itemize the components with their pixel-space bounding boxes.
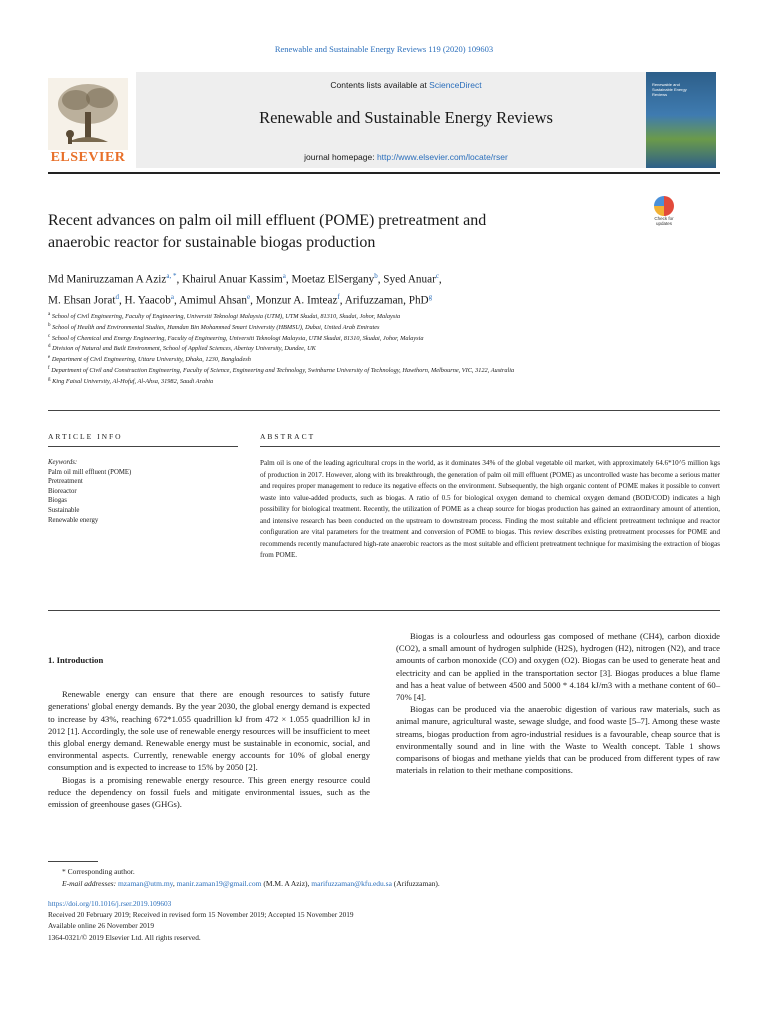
crossmark-label-2: updates <box>655 221 672 226</box>
homepage-line <box>136 152 676 162</box>
email-owner: (Arifuzzaman). <box>393 879 440 888</box>
homepage-link[interactable]: http://www.elsevier.com/locate/rser <box>376 152 508 162</box>
author-list <box>48 268 728 309</box>
author-sep: , <box>250 294 256 307</box>
received-dates: Received 20 February 2019; Received in revised form 15 November 2019; Accepted 15 November 2019 <box>48 910 354 920</box>
email-owner: (M.M. A Aziz), <box>263 879 310 888</box>
affil-mark: b <box>48 322 51 328</box>
crossmark-label-1: Check for <box>654 216 674 221</box>
keywords-label: Keywords: <box>48 459 78 466</box>
author-name[interactable]: Moetaz ElSergany <box>291 273 375 286</box>
affiliation <box>48 333 728 344</box>
journal-banner <box>136 72 676 168</box>
author-sep: , <box>377 273 384 286</box>
affiliation-list <box>48 311 728 387</box>
author-name[interactable]: Syed Anuar <box>383 273 436 286</box>
intro-paragraph-1: Renewable energy can ensure that there are enough resources to satisfy future generations' global energy demands. By the year 2030, the global energy demand is expected to increase by 43%, reaching 672*1.055 quadrillion kJ from 472 × 1.055 quadrillion kJ in 2012 [1]. Accordingly, the sole use of renewable energy resources will be insufficient to meet this global energy demand. Renewable energy must be sustainable in economic, social, and environmental aspects. Currently, renewable energy accounts for 10% of global energy consumption and is expected to increase to 15% by 2050 [2]. <box>48 689 370 773</box>
affil-text: School of Health and Environmental Studies, Hamdan Bin Mohammed Smart University (HBMSU), Dubai, United Arab Emirates <box>52 323 380 331</box>
author-affil-mark[interactable]: a, * <box>166 272 177 280</box>
author-name[interactable]: Monzur A. Imteaz <box>255 294 338 307</box>
author-affil-mark[interactable]: c <box>435 272 439 280</box>
sciencedirect-link[interactable]: ScienceDirect <box>429 80 482 90</box>
paper-title-line-2: anaerobic reactor for sustainable biogas production <box>48 234 376 251</box>
author-line-1 <box>48 268 728 289</box>
affiliation <box>48 376 728 387</box>
author-sep: , <box>285 273 292 286</box>
paper-title-line-1: Recent advances on palm oil mill effluent (POME) pretreatment and <box>48 212 487 229</box>
author-affil-mark[interactable]: g <box>428 292 433 301</box>
corresponding-author-note: * Corresponding author. <box>62 867 135 876</box>
author-name[interactable]: Khairul Anuar Kassim <box>182 273 283 286</box>
author-name[interactable]: Md Maniruzzaman A Aziz <box>48 273 167 286</box>
affil-mark: f <box>48 365 50 371</box>
left-column <box>48 630 370 810</box>
affil-text: Department of Civil and Construction Engineering, Faculty of Science, Engineering and Technology, Swinburne University of Technology, Hawthorn, Melbourne, VIC, 3122, Australia <box>51 367 515 375</box>
keyword: Bioreactor <box>48 487 77 495</box>
author-name[interactable]: H. Yaacob <box>124 294 171 307</box>
journal-reference[interactable]: Renewable and Sustainable Energy Reviews 119 (2020) 109603 <box>274 44 494 54</box>
keyword: Biogas <box>48 497 67 505</box>
check-for-updates-button[interactable] <box>646 196 682 232</box>
affil-mark: c <box>48 333 51 339</box>
keyword: Renewable energy <box>48 516 99 524</box>
contents-prefix: Contents lists available at <box>330 80 430 90</box>
journal-title: Renewable and Sustainable Energy Reviews <box>259 108 553 127</box>
abstract-rule <box>260 446 720 447</box>
contents-line <box>136 80 676 90</box>
author-affil-mark[interactable]: d <box>115 292 119 301</box>
author-affil-mark[interactable]: e <box>247 292 251 301</box>
affil-text: School of Chemical and Energy Engineering, Faculty of Engineering, Universiti Teknologi Malaysia, UTM Skudai, 81310, Skudai, Johor, Malaysia <box>51 334 424 342</box>
affiliation <box>48 343 728 354</box>
affil-mark: a <box>48 312 51 317</box>
author-affil-mark[interactable]: b <box>374 272 378 280</box>
author-name[interactable]: Arifuzzaman, PhD <box>344 294 429 307</box>
affiliation <box>48 354 728 365</box>
abstract-heading: ABSTRACT <box>260 432 316 441</box>
keyword: Pretreatment <box>48 478 83 486</box>
author-name[interactable]: M. Ehsan Jorat <box>48 294 116 307</box>
email-link[interactable]: manir.zaman19@gmail.com <box>176 879 262 888</box>
abstract-bottom-rule <box>48 610 720 611</box>
author-affil-mark[interactable]: a <box>170 292 174 301</box>
footnotes <box>48 866 720 890</box>
email-line: E-mail addresses: mzaman@utm.my, manir.zaman19@gmail.com (M.M. A Aziz), marifuzzaman@kfu.edu.sa (Arifuzzaman). <box>62 879 440 888</box>
cover-title: Renewable and Sustainable Energy Reviews <box>652 82 687 97</box>
email-link[interactable]: mzaman@utm.my <box>117 879 173 888</box>
article-info-rule <box>48 446 238 447</box>
affil-mark: g <box>48 376 51 382</box>
intro-paragraph-2: Biogas is a promising renewable energy resource. This green energy resource could reduce the dependency on fossil fuels and mitigate environmental issues, such as the emission of greenhouse gases (GHGs). <box>48 774 370 810</box>
affiliation <box>48 311 728 322</box>
email-label: E-mail addresses: <box>62 879 117 888</box>
crossmark-icon <box>654 196 674 216</box>
affiliation <box>48 322 728 333</box>
affil-text: Department of Civil Engineering, Uttara University, Dhaka, 1230, Bangladesh <box>51 356 251 364</box>
author-sep: , <box>173 294 179 307</box>
affiliation <box>48 365 728 376</box>
available-online: Available online 26 November 2019 <box>48 921 155 931</box>
doi-link[interactable]: https://doi.org/10.1016/j.rser.2019.109603 <box>48 899 172 908</box>
affil-mark: e <box>48 355 51 361</box>
author-sep: , <box>118 294 125 307</box>
keyword: Palm oil mill effluent (POME) <box>48 468 132 476</box>
author-line-2 <box>48 289 728 310</box>
footnote-rule <box>48 861 98 862</box>
elsevier-wordmark: ELSEVIER <box>50 150 126 165</box>
copyright: 1364-0321/© 2019 Elsevier Ltd. All rights reserved. <box>48 932 201 942</box>
keywords-block <box>48 458 238 525</box>
email-link[interactable]: marifuzzaman@kfu.edu.sa <box>311 879 392 888</box>
affil-text: King Faisal University, Al-Hofuf, Al-Ahsa, 31982, Saudi Arabia <box>52 377 214 385</box>
author-sep: , <box>176 273 183 286</box>
journal-header <box>48 72 628 170</box>
keyword: Sustainable <box>48 506 80 514</box>
right-column <box>396 630 720 776</box>
abstract-text: Palm oil is one of the leading agricultural crops in the world, as it dominates 34% of the global vegetable oil market, with approximately 64.6*10^5 million kgs of production in 2017. However, along with its breakthrough, the generation of palm oil mill effluent (POME) as uncontrolled waste has become a serious matter and requires proper management to reduce its negative effects on the environment. Subsequently, the high organic content of POME makes it possible to convert waste into value-added products, such as biogas. A ratio of 0.5 for biological oxygen demand to chemical oxygen demand (BOD/COD) indicates a high possibility for biological treatment. Recently, the utilization of POME as a cheap source for biogas production has gained an extraordinary amount of attention, and intensive research has been conducted on the upstream to downstream process. Finding the most suitable and efficient pretreatment technique and reactor configuration are vital parameters for the treatment and conversion of POME to biogas. This review describes existing pretreatment processes for POME and recommends recently manufactured high-rate anaerobic reactors as the most suitable and efficient pretreatment technique for maximising the extraction of biogas from POME. <box>260 459 720 559</box>
author-affil-mark[interactable]: f <box>337 292 340 301</box>
right-paragraph-2: Biogas can be produced via the anaerobic digestion of various raw materials, such as animal manure, agricultural waste, sewage sludge, and food waste [5–7]. Among these waste streams, biogas production from agro-industrial residues is a favourable, cheap source that is environmentally sound and in line with the Waste to Wealth concept. Table 1 shows comparisons of biogas and methane yields that can be produced from different types of raw materials in relation to their methane compositions. <box>396 704 720 776</box>
author-sep: , <box>438 273 442 286</box>
affil-mark: d <box>48 344 51 350</box>
affil-text: Division of Natural and Built Environment, School of Applied Sciences, Abertay University, Dundee, UK <box>52 345 316 353</box>
journal-cover-thumbnail[interactable] <box>646 72 716 168</box>
homepage-prefix: journal homepage: <box>304 152 377 162</box>
right-paragraph-1: Biogas is a colourless and odourless gas composed of methane (CH4), carbon dioxide (CO2), a small amount of hydrogen sulphide (H2S), hydrogen (H2), nitrogen (N2), and trace amounts of carbon monoxide (CO) and oxygen (O2). Biogas can be used to generate heat and electricity and can be applied in the transportation sector [3]. Biogas produces a blue flame and has a heat value of between 4500 and 5000 * 4.184 kJ/m3 with a methane content of 60–70% [4]. <box>396 631 720 703</box>
publication-metadata <box>48 898 720 943</box>
section-heading-introduction: 1. Introduction <box>48 655 104 665</box>
author-sep: , <box>339 294 345 307</box>
author-name[interactable]: Amimul Ahsan <box>178 294 247 307</box>
header-rule <box>48 172 720 174</box>
paper-title <box>48 210 608 254</box>
affiliation-rule <box>48 410 720 411</box>
author-affil-mark[interactable]: a <box>282 272 286 280</box>
affil-text: School of Civil Engineering, Faculty of Engineering, Universiti Teknologi Malaysia (UTM), UTM Skudai, 81310, Skudai, Johor, Malaysia <box>51 313 401 321</box>
article-info-heading: ARTICLE INFO <box>48 432 123 441</box>
